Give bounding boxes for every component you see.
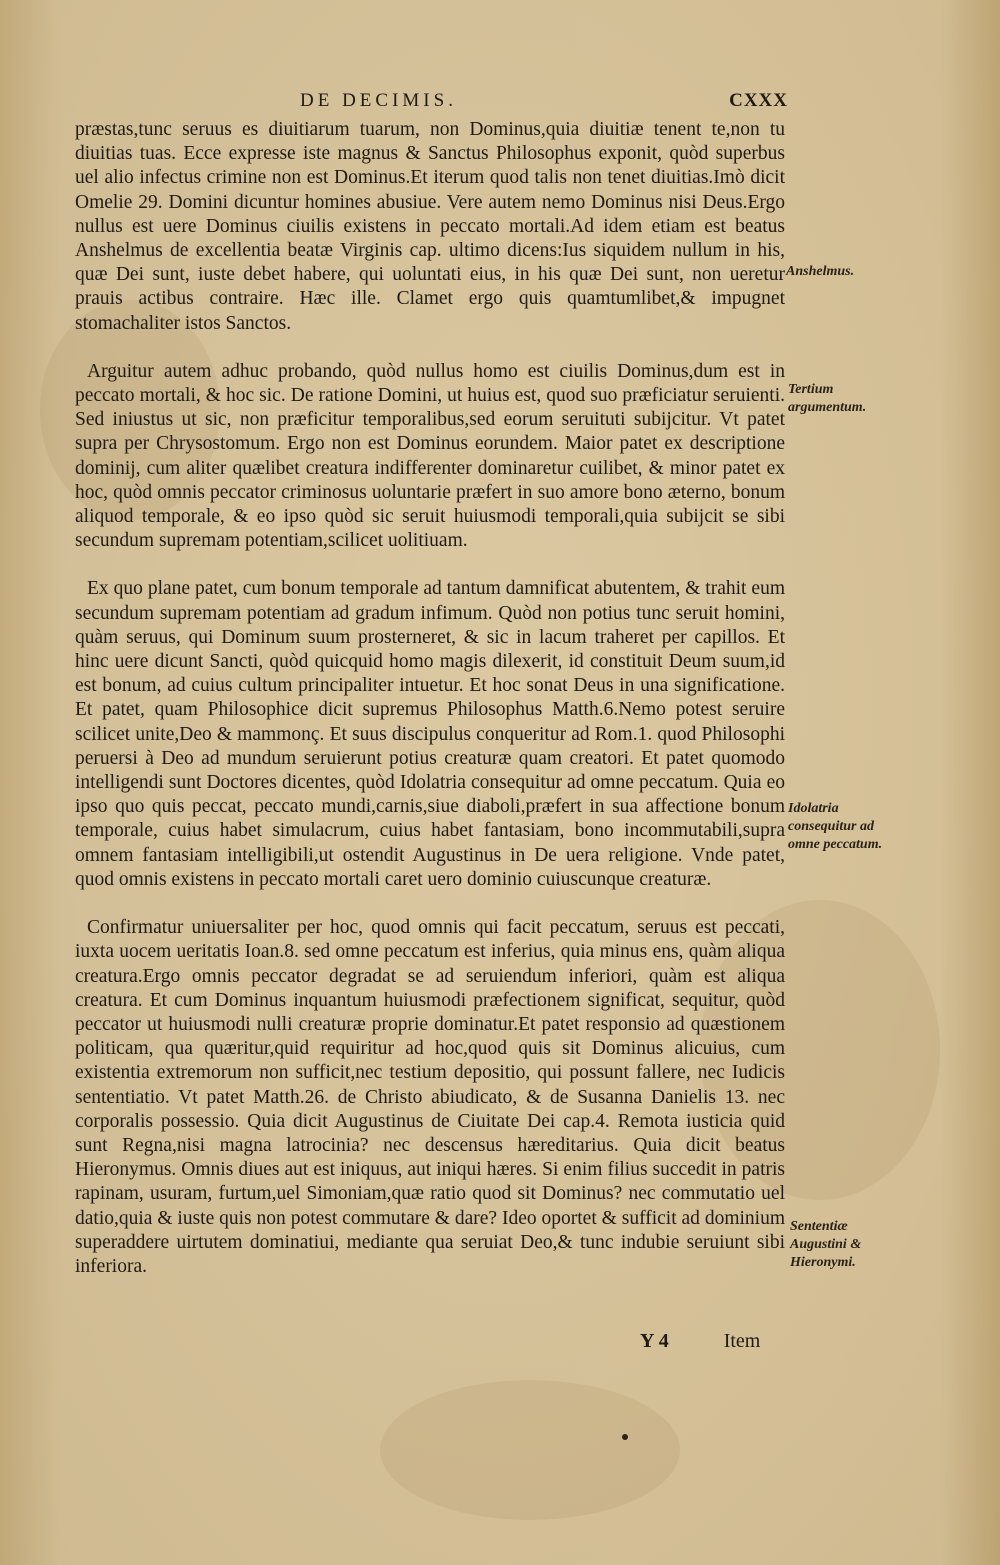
margin-note: Anshelmus. bbox=[786, 264, 855, 279]
paragraph: Arguitur autem adhuc probando, quòd nullus homo est ciuilis Dominus,dum est in peccato mortali, & hoc sic. De ratione Domini, ut huius est, quod suo præficiatur seruienti. Sed iniustus ut sic, non præficitur temporalibus,sed eorum seruituti subijcitur. Vt patet supra per Chrysostomum. Ergo non est Dominus eorundem. Maior patet ex descriptione dominij, cum aliter quælibet creatura indifferenter dominaretur cuilibet, & minor patet ex hoc, quòd omnis peccator criminosus uoluntarie præfert in suo amore bono æterno, bonum aliquod temporale, & eo ipso quòd sic seruit huiusmodi temporali,quia subijcit se sibi secundum supremam potentiam,scilicet uolitiuam. bbox=[75, 360, 785, 552]
paragraph: Confirmatur uniuersaliter per hoc, quod omnis qui facit peccatum, seruus est peccati, iuxta uocem ueritatis Ioan.8. sed omne peccatum est inferius, quia minus ens, quàm aliqua creatura.Ergo omnis peccator degradat se ad seruiendum inferiori, quàm est aliqua creatura. Et cum Dominus inquantum huiusmodi præfectionem significat, sequitur, quòd peccator ut huiusmodi nulli creaturæ proprie dominatur.Et patet responsio ad quæstionem politicam, qua quæritur,quid requiritur ad hoc,quod quis sit Dominus alicuius, cum existentia extremorum non sufficit,nec testium depositio, qui possunt fallere, nec Iudicis sententiatio. Vt patet Matth.26. de Christo abiudicato, & de Susanna Danielis 13. nec corporalis possessio. Quia dicit Augustinus de Ciuitate Dei cap.4. Remota iusticia quid sunt Regna,nisi magna latrocinia? nec descensus hæreditarius. Quia dicit beatus Hieronymus. Omnis diues aut est iniquus, aut iniqui hæres. Si enim filius succedit in patris rapinam, usuram, furtum,uel Simoniam,quæ ratio quod sit Dominus? nec commutatio uel datio,quia & iuste quis non potest commutare & dare? Ideo oportet & sufficit ad dominium superaddere uirtutem dominatiui, mediante qua seruiat Deo,& tunc indubie seruiunt sibi inferiora. bbox=[75, 917, 785, 1277]
signature-mark: Y 4 bbox=[640, 1330, 669, 1352]
margin-note: Sententiæ Augustini & Hieronymi. bbox=[790, 1219, 862, 1270]
running-head: DE DECIMIS. bbox=[300, 90, 457, 111]
margin-note: Idolatria consequitur ad omne peccatum. bbox=[788, 801, 883, 852]
ink-dot bbox=[622, 1434, 628, 1440]
paragraph: Ex quo plane patet, cum bonum temporale ad tantum damnificat abutentem, & trahit eum secundum supremam potentiam ad gradum infimum. Quòd non potius tunc seruit homini, quàm seruus, qui Dominum suum prosterneret, & sic in lacum traheret per capillos. Et hinc uere dicunt Sancti, quòd quicquid homo magis dilexerit, id constituit Deum suum,id est bonum, ad cuius cultum principaliter intuetur. Et hoc sonat Deus in una significatione. Et patet, quam Philosophice dicit supremus Philosophus Matth.6.Nemo potest seruire scilicet unite,Deo & mammonç. Et suus discipulus conqueritur ad Rom.1. quod Philosophi peruersi à Deo ad mundum seruierunt potius creaturæ quam creatori. Et patet quomodo intelligendi sunt Doctores dicentes, quòd Idolatria consequitur ad omne peccatum. Quia eo ipso quo quis peccat, peccato mundi,carnis,siue diaboli,præfert in sua affectione bonum temporale, cuius habet simulacrum, cuius habet fantasiam, bono incommutabili,supra omnem fantasiam intelligibili,ut ostendit Augustinus in De uera religione. Vnde patet, quod omnis existens in peccato mortali caret uero dominio cuiuscunque creaturæ. bbox=[75, 578, 785, 890]
main-text bbox=[75, 118, 785, 1279]
catchword: Item bbox=[723, 1330, 761, 1352]
margin-note: Tertium argumentum. bbox=[788, 382, 867, 415]
paper-stain bbox=[380, 1380, 680, 1520]
catchline bbox=[640, 1330, 760, 1353]
folio-number: CXXX bbox=[729, 90, 788, 111]
paragraph: præstas,tunc seruus es diuitiarum tuarum, non Dominus,quia diuitiæ tenent te,non tu diuitias tuas. Ecce expresse iste magnus & Sanctus Philosophus exponit, quòd superbus uel alio infectus crimine non est Dominus.Et iterum quod talis non tenet diuitias.Imò dicit Omelie 29. Domini dicuntur homines abusiue. Vere autem nemo Dominus nisi Deus.Ergo nullus est uere Dominus ciuilis existens in peccato mortali.Ad idem etiam est beatus Anshelmus de excellentia beatæ Virginis cap. ultimo dicens:Ius siquidem nullum in his, quæ Dei sunt, iuste debet habere, qui uoluntati eius, in his quæ Dei sunt, non ueretur prauis actibus contraire. Hæc ille. Clamet ergo quis quamtumlibet,& impugnet stomachaliter istos Sanctos. bbox=[75, 119, 785, 334]
page-header bbox=[0, 90, 1000, 116]
